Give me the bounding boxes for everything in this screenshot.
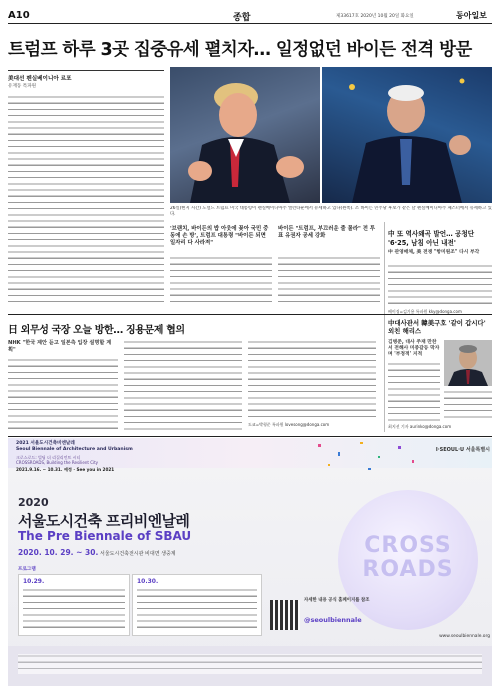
lead-col3-subhead: 바이든 "트럼프, 부끄러운 줄 몰라" 전 투표 유권자 공세 강화	[278, 226, 376, 239]
lead-body-col2	[170, 256, 272, 304]
china-story-body	[388, 264, 492, 308]
row-rule-1	[8, 314, 492, 315]
japan-story-body-3	[248, 340, 376, 420]
ad-sponsor-logos	[18, 654, 482, 674]
ad-schedule-day1	[18, 574, 130, 636]
lead-headline: 트럼프 하루 3곳 집중유세 펼치자… 일정없던 바이든 전격 방문	[8, 40, 472, 60]
japan-story-sub: NHK "한국 제안 듣고 일본측 입장 설명할 계획"	[8, 340, 112, 353]
ad-crossroads-word: CROSS ROADS	[362, 533, 454, 582]
china-story-sub: 中 관영매체, 美 전쟁 "항미원조" 다시 부각	[388, 250, 480, 255]
lead-col2-subhead: '브랜치, 바이든의 밥 아웃에 꽂아 국민 중 동에 손 방', 트럼프 대통령 "바이든 되면 일자리 다 사라져"	[170, 226, 269, 246]
ad-qr-code[interactable]	[270, 600, 300, 630]
ad-day1-date: 10.29.	[23, 578, 45, 585]
paper-name: 동아일보	[456, 11, 487, 20]
col-divider	[384, 222, 385, 432]
lead-byline-title: 美대선 펜실베이니아 르포	[8, 76, 72, 82]
ad-homepage[interactable]: www.seoulbiennale.org	[439, 634, 490, 639]
ad-day2-date: 10.30.	[137, 578, 159, 585]
biden-figure-icon	[322, 67, 492, 203]
lead-byline-name: 유재동 특파원	[8, 84, 37, 89]
ad-top-rule	[8, 436, 492, 437]
page-number: A10	[8, 10, 30, 21]
ad-brand: I·SEOUL·U 서울특별시	[435, 447, 490, 453]
harris-story-body-2	[444, 390, 492, 422]
ad-biennale-name: 2021 서울도시건축비엔날레 Seoul Biennale of Architecture and Urbanism	[16, 441, 133, 452]
ad-venue: 서울도시건축전시관 비대면 생중계	[100, 551, 176, 557]
ad-qr-caption: 자세한 내용 공식 홈페이지를 참조	[304, 598, 370, 603]
person-portrait-icon	[444, 340, 492, 386]
lead-col2-box	[170, 226, 272, 247]
lead-byline-box	[8, 70, 164, 93]
masthead-rule	[8, 23, 492, 24]
ad-dates-line: 2021.9.16. ~ 10.31. 예정 · See you in 2021	[16, 467, 115, 472]
harris-story-byline: 최지선 기자 aurinko@donga.com	[388, 424, 452, 429]
section-name: 종합	[233, 13, 251, 23]
harris-story-sub: 김병준, 대사 주재 만찬서 전해사 미중갈등 막자며 '부정적' 지적	[388, 340, 440, 358]
japan-story-headline: 日 외무성 국장 오늘 방한… 징용문제 협의	[8, 325, 185, 336]
china-story-byline: 베이징=김기용 특파원 kky@donga.com	[388, 309, 462, 314]
ad-date-big: 2020. 10. 29. ~ 30.	[18, 548, 99, 557]
ad-schedule-day2	[132, 574, 262, 636]
lead-body-col3	[278, 256, 380, 304]
ad-day2-list	[137, 588, 257, 628]
lead-col3-box	[278, 226, 380, 240]
ad-schedule-label: 프로그램	[18, 567, 36, 572]
ad-day1-list	[23, 588, 125, 628]
japan-story-body-1	[8, 358, 118, 430]
photo-biden	[322, 67, 492, 203]
lead-body-col1	[8, 95, 164, 304]
photo-trump	[170, 67, 320, 203]
ad-panel	[8, 438, 492, 686]
japan-story-byline: 도쿄=박형준 특파원 lovesong@donga.com	[248, 422, 330, 427]
china-story-headline: 中 또 역사왜곡 발언… 공청단 '6·25, 남침 아닌 내전'	[388, 230, 475, 247]
issue-info: 제33617호 2020년 10월 20일 화요일	[336, 14, 414, 19]
harris-story-body-1	[388, 362, 440, 422]
photo-caption: 26일(현지 시간) 도널드 트럼프 미국 대통령이 펜실베이니아주 앨런타운에서 유세하고 있다(왼쪽). 조 바이든 민주당 후보가 같은 날 펜실베이니아주 체스터에서 유세하고 있다.	[170, 206, 492, 217]
ad-title-ko: 서울도시건축 프리비엔날레	[18, 512, 190, 530]
ad-instagram-handle[interactable]: @seoulbiennale	[304, 616, 362, 624]
ad-biennale-theme: 크로스로드: 빌딩 더 리질리언트 시티 CROSSROADS, Building the Resilient City	[16, 455, 99, 465]
ad-title-en: The Pre Biennale of SBAU	[18, 529, 192, 543]
japan-story-body-2	[124, 340, 242, 430]
ad-confetti-graphic	[308, 438, 428, 478]
ad-year: 2020	[18, 496, 49, 509]
trump-figure-icon	[170, 67, 320, 203]
harris-photo	[444, 340, 492, 386]
harris-story-headline: 中대사관서 韓美구호 '같이 갑시다' 외친 해리스	[388, 319, 486, 336]
